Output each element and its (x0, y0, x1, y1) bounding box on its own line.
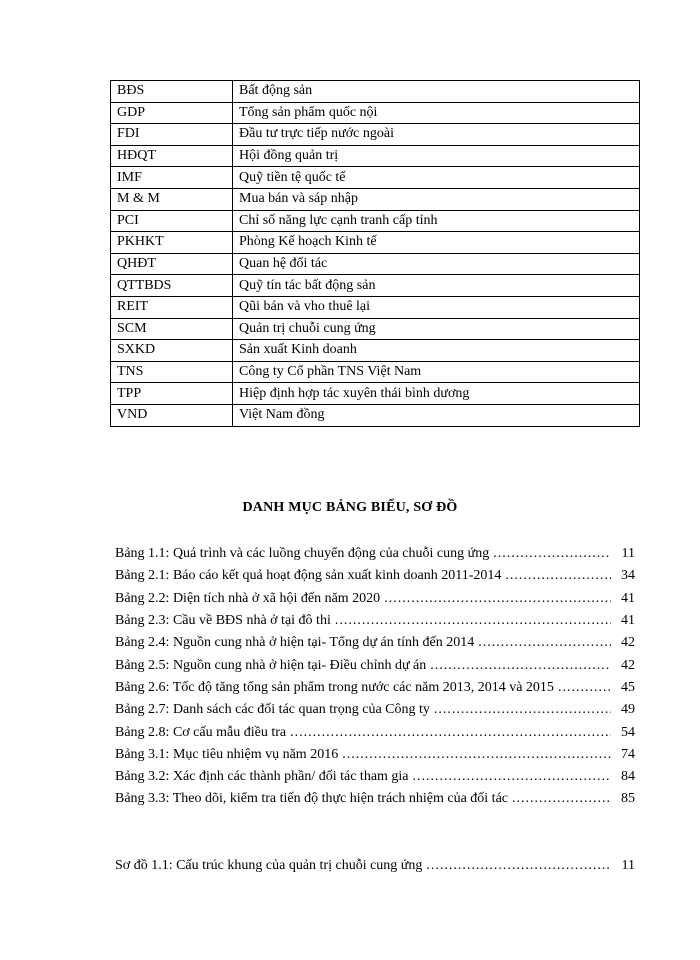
abbreviation-row (111, 124, 640, 146)
table-page-number: 42 (621, 657, 635, 673)
abbreviation-meaning: Quan hệ đối tác (233, 253, 640, 275)
table-list-item (115, 610, 635, 632)
abbreviation-meaning: Bất động sản (233, 81, 640, 103)
table-list-item (115, 543, 635, 565)
abbreviation-code: QTTBDS (111, 275, 233, 297)
abbreviation-meaning: Hiệp định hợp tác xuyên thái bình dương (233, 383, 640, 405)
abbreviation-code: TPP (111, 383, 233, 405)
table-list-item (115, 588, 635, 610)
abbreviation-row (111, 167, 640, 189)
diagram-label: Sơ đồ 1.1: Cấu trúc khung của quản trị chuỗi cung ứng (115, 858, 423, 873)
abbreviation-code: QHĐT (111, 253, 233, 275)
table-list-item (115, 654, 635, 676)
table-label: Bảng 3.1: Mục tiêu nhiệm vụ năm 2016 (115, 746, 339, 762)
diagram-page-number: 11 (621, 858, 635, 873)
abbreviation-row (111, 232, 640, 254)
abbreviation-meaning: Quỹ tín tác bất động sản (233, 275, 640, 297)
abbreviation-code: FDI (111, 124, 233, 146)
leader-dots (505, 568, 611, 584)
leader-dots (434, 702, 611, 718)
abbreviation-meaning: Việt Nam đồng (233, 404, 640, 426)
list-of-tables-title: DANH MỤC BẢNG BIỂU, SƠ ĐỒ (242, 500, 458, 515)
abbreviation-row (111, 253, 640, 275)
table-page-number: 49 (621, 702, 635, 718)
abbreviation-table (110, 80, 640, 427)
leader-dots (558, 680, 611, 696)
diagram-list-item (115, 855, 635, 877)
abbreviation-row (111, 81, 640, 103)
table-page-number: 34 (621, 568, 635, 584)
table-label: Bảng 3.2: Xác định các thành phần/ đối tác tham gia (115, 769, 409, 785)
abbreviation-row (111, 188, 640, 210)
abbreviation-code: GDP (111, 102, 233, 124)
table-list-item (115, 565, 635, 587)
abbreviation-meaning: Hội đồng quản trị (233, 145, 640, 167)
leader-dots (342, 747, 611, 763)
abbreviation-code: REIT (111, 296, 233, 318)
table-page-number: 84 (621, 769, 635, 785)
table-label: Bảng 2.4: Nguồn cung nhà ở hiện tại- Tổng dự án tính đến 2014 (115, 635, 475, 651)
abbreviation-row (111, 318, 640, 340)
table-list-item (115, 721, 635, 743)
abbreviation-meaning: Tổng sản phẩm quốc nội (233, 102, 640, 124)
table-page-number: 42 (621, 635, 635, 651)
abbreviation-row (111, 296, 640, 318)
table-label: Bảng 2.7: Danh sách các đối tác quan trọng của Công ty (115, 702, 430, 718)
abbreviation-row (111, 361, 640, 383)
table-page-number: 54 (621, 724, 635, 740)
table-page-number: 41 (621, 613, 635, 629)
abbreviation-meaning: Mua bán và sáp nhập (233, 188, 640, 210)
abbreviation-meaning: Quản trị chuỗi cung ứng (233, 318, 640, 340)
abbreviation-row (111, 275, 640, 297)
leader-dots (430, 658, 611, 674)
table-page-number: 41 (621, 590, 635, 606)
abbreviation-meaning: Đầu tư trực tiếp nước ngoài (233, 124, 640, 146)
leader-dots (478, 635, 611, 651)
abbreviation-row (111, 210, 640, 232)
table-label: Bảng 2.1: Báo cáo kết quả hoạt động sản xuất kinh doanh 2011-2014 (115, 568, 502, 584)
abbreviation-meaning: Sản xuất Kinh doanh (233, 340, 640, 362)
abbreviation-code: M & M (111, 188, 233, 210)
leader-dots (493, 546, 611, 562)
abbreviation-row (111, 102, 640, 124)
table-label: Bảng 2.2: Diện tích nhà ở xã hội đến năm 2020 (115, 590, 381, 606)
table-list-item (115, 699, 635, 721)
table-label: Bảng 1.1: Quá trình và các luồng chuyển động của chuỗi cung ứng (115, 546, 490, 562)
table-page-number: 11 (621, 546, 635, 562)
table-label: Bảng 2.3: Cầu về BĐS nhà ở tại đô thi (115, 613, 331, 629)
abbreviation-code: PCI (111, 210, 233, 232)
table-list-item (115, 788, 635, 810)
leader-dots (413, 769, 611, 785)
table-page-number: 85 (621, 791, 635, 807)
table-label: Bảng 3.3: Theo dõi, kiểm tra tiến độ thực hiện trách nhiệm của đối tác (115, 791, 508, 807)
table-page-number: 74 (621, 746, 635, 762)
leader-dots (290, 725, 611, 741)
table-label: Bảng 2.6: Tốc độ tăng tổng sản phẩm trong nước các năm 2013, 2014 và 2015 (115, 679, 554, 695)
list-of-tables (115, 543, 635, 811)
abbreviation-row (111, 383, 640, 405)
abbreviation-code: SXKD (111, 340, 233, 362)
abbreviation-code: HĐQT (111, 145, 233, 167)
abbreviation-code: TNS (111, 361, 233, 383)
abbreviation-meaning: Công ty Cổ phần TNS Việt Nam (233, 361, 640, 383)
abbreviation-meaning: Quỹ tiền tệ quốc tế (233, 167, 640, 189)
abbreviation-row (111, 404, 640, 426)
leader-dots (384, 591, 611, 607)
table-list-item (115, 744, 635, 766)
abbreviation-meaning: Phòng Kế hoạch Kinh tế (233, 232, 640, 254)
abbreviation-code: BĐS (111, 81, 233, 103)
table-list-item (115, 677, 635, 699)
abbreviation-code: VND (111, 404, 233, 426)
table-page-number: 45 (621, 679, 635, 695)
table-label: Bảng 2.8: Cơ cấu mẫu điều tra (115, 724, 287, 740)
leader-dots (512, 791, 611, 807)
abbreviation-meaning: Chỉ số năng lực cạnh tranh cấp tỉnh (233, 210, 640, 232)
leader-dots (426, 858, 611, 874)
table-label: Bảng 2.5: Nguồn cung nhà ở hiện tại- Điều chỉnh dự án (115, 657, 427, 673)
abbreviation-row (111, 145, 640, 167)
abbreviation-row (111, 340, 640, 362)
abbreviation-code: IMF (111, 167, 233, 189)
abbreviation-code: SCM (111, 318, 233, 340)
table-list-item (115, 766, 635, 788)
table-list-item (115, 632, 635, 654)
abbreviation-code: PKHKT (111, 232, 233, 254)
leader-dots (335, 613, 611, 629)
abbreviation-meaning: Qũi bán và vho thuê lại (233, 296, 640, 318)
